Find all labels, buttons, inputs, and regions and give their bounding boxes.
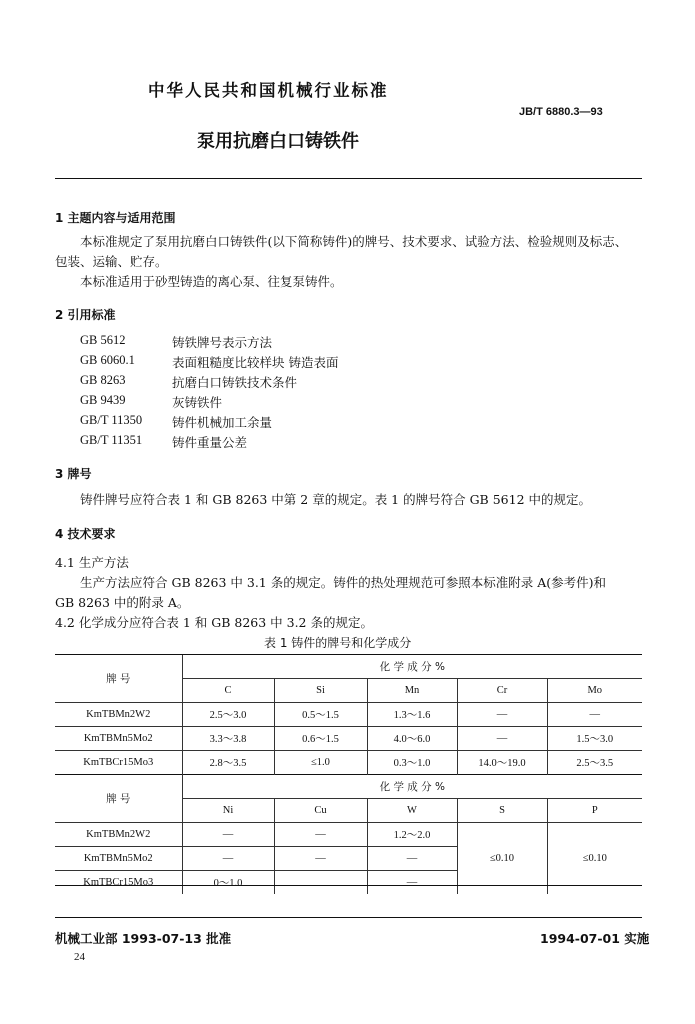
value-cell: [274, 871, 367, 895]
reference-name: 抗磨白口铸铁技术条件: [172, 375, 298, 390]
element-header: Ni: [182, 799, 274, 823]
grade-cell: KmTBMn2W2: [55, 823, 182, 847]
value-cell: 4.0～6.0: [367, 727, 457, 751]
reference-code: GB 6060.1: [80, 353, 135, 367]
section-3-heading: 3 牌号: [55, 467, 92, 481]
value-cell: 0.3～1.0: [367, 751, 457, 775]
grade-cell: KmTBMn2W2: [55, 703, 182, 727]
reference-name: 铸铁牌号表示方法: [172, 335, 273, 350]
value-cell: 0～1.0: [182, 871, 274, 895]
standard-number: JB/T 6880.3—93: [519, 106, 603, 118]
value-cell: —: [182, 847, 274, 871]
element-header: Mo: [547, 679, 642, 703]
value-cell: —: [182, 823, 274, 847]
value-cell: —: [457, 727, 547, 751]
table-header-row: [55, 775, 642, 799]
value-cell: 14.0～19.0: [457, 751, 547, 775]
element-header: C: [182, 679, 274, 703]
value-cell: 1.3～1.6: [367, 703, 457, 727]
value-cell: 0.5～1.5: [274, 703, 367, 727]
value-cell: 2.5～3.0: [182, 703, 274, 727]
section-1-para-1-line-2: 包装、运输、贮存。: [55, 254, 168, 269]
table-1: [55, 654, 642, 894]
table-header-row: [55, 655, 642, 679]
grade-cell: KmTBCr15Mo3: [55, 871, 182, 895]
grade-header: 牌 号: [55, 655, 182, 703]
reference-code: GB/T 11351: [80, 433, 143, 447]
table-row: [55, 727, 642, 751]
element-header: Si: [274, 679, 367, 703]
composition-header: 化 学 成 分 %: [182, 775, 642, 799]
reference-name: 铸件机械加工余量: [172, 415, 273, 430]
reference-code: GB 9439: [80, 393, 126, 407]
table-row: [55, 823, 642, 847]
section-3-para: 铸件牌号应符合表 1 和 GB 8263 中第 2 章的规定。表 1 的牌号符合 GB 5612 中的规定。: [80, 492, 592, 507]
value-cell: 0.6～1.5: [274, 727, 367, 751]
section-1-para-2: 本标准适用于砂型铸造的离心泵、往复泵铸件。: [80, 274, 343, 289]
value-cell: 1.2～2.0: [367, 823, 457, 847]
page-number: 24: [74, 951, 85, 963]
value-cell: 2.5～3.5: [547, 751, 642, 775]
value-cell: —: [367, 847, 457, 871]
section-4-1-line-2: GB 8263 中的附录 A。: [55, 595, 190, 610]
section-2-heading: 2 引用标准: [55, 308, 116, 322]
value-cell: —: [367, 871, 457, 895]
section-4-1-line-1: 生产方法应符合 GB 8263 中 3.1 条的规定。铸件的热处理规范可参照本标准附录 A(参考件)和: [80, 575, 606, 590]
table-row: [55, 703, 642, 727]
value-cell: —: [457, 703, 547, 727]
composition-header: 化 学 成 分 %: [182, 655, 642, 679]
element-header: S: [457, 799, 547, 823]
reference-code: GB/T 11350: [80, 413, 143, 427]
value-cell: —: [274, 847, 367, 871]
grade-header: 牌 号: [55, 775, 182, 823]
value-cell: —: [274, 823, 367, 847]
element-header: Cr: [457, 679, 547, 703]
reference-code: GB 8263: [80, 373, 126, 387]
header-rule: [55, 178, 642, 179]
value-cell: 3.3～3.8: [182, 727, 274, 751]
value-cell: 2.8～3.5: [182, 751, 274, 775]
value-cell: 1.5～3.0: [547, 727, 642, 751]
reference-code: GB 5612: [80, 333, 126, 347]
grade-cell: KmTBMn5Mo2: [55, 847, 182, 871]
phosphorus-cell: ≤0.10: [547, 823, 642, 895]
section-4-1-heading: 4.1 生产方法: [55, 555, 129, 570]
approval-date: 机械工业部 1993-07-13 批准: [55, 931, 232, 946]
value-cell: —: [547, 703, 642, 727]
value-cell: ≤1.0: [274, 751, 367, 775]
table-row: [55, 751, 642, 775]
effective-date: 1994-07-01 实施: [540, 931, 650, 946]
table-bottom-rule: [55, 885, 642, 886]
element-header: Mn: [367, 679, 457, 703]
sulfur-cell: ≤0.10: [457, 823, 547, 895]
section-4-heading: 4 技术要求: [55, 527, 116, 541]
document-title: 泵用抗磨白口铸铁件: [197, 131, 359, 152]
element-header: W: [367, 799, 457, 823]
reference-name: 灰铸铁件: [172, 395, 223, 410]
section-4-2: 4.2 化学成分应符合表 1 和 GB 8263 中 3.2 条的规定。: [55, 615, 373, 630]
grade-cell: KmTBMn5Mo2: [55, 727, 182, 751]
table-1-caption: 表 1 铸件的牌号和化学成分: [264, 636, 412, 650]
reference-name: 表面粗糙度比较样块 铸造表面: [172, 355, 339, 370]
grade-cell: KmTBCr15Mo3: [55, 751, 182, 775]
issuing-authority: 中华人民共和国机械行业标准: [148, 81, 389, 100]
section-1-heading: 1 主题内容与适用范围: [55, 211, 176, 225]
element-header: P: [547, 799, 642, 823]
element-header: Cu: [274, 799, 367, 823]
footer-rule: [55, 917, 642, 918]
section-1-para-1-line-1: 本标准规定了泵用抗磨白口铸铁件(以下简称铸件)的牌号、技术要求、试验方法、检验规则及标志、: [80, 234, 628, 249]
reference-name: 铸件重量公差: [172, 435, 248, 450]
